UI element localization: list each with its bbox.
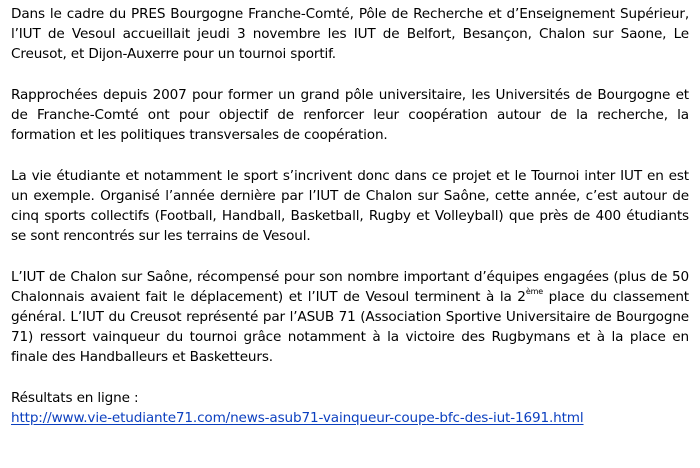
results-link[interactable]: http://www.vie-etudiante71.com/news-asub71-vainqueur-coupe-bfc-des-iut-1691.html: [11, 410, 584, 426]
results-label: Résultats en ligne :: [11, 389, 139, 406]
paragraph-results-text-end: place du classement général. L’IUT du Creusot représenté par l’ASUB 71 (Association Sportive Universitaire de Bourgogne 71) ressort vainqueur du tournoi grâce notamment à la victoire des Rugbymans et à la place en finale des Handballeurs et Basketteurs.: [11, 288, 689, 366]
paragraph-results-summary: [11, 267, 689, 368]
paragraph-results-text-start: L’IUT de Chalon sur Saône, récompensé pour son nombre important d’équipes engagées (plus de 50 Chalonnais avaient fait le déplacement) et l’IUT de Vesoul terminent à la 2: [11, 268, 689, 305]
document-body: [11, 4, 689, 428]
paragraph-student-life: La vie étudiante et notamment le sport s’incrivent donc dans ce projet et le Tournoi inter IUT en est un exemple. Organisé l’année dernière par l’IUT de Chalon sur Saône, cette année, c’est autour de cinq sports collectifs (Football, Handball, Basketball, Rugby et Volleyball) que près de 400 étudiants se sont rencontrés sur les terrains de Vesoul.: [11, 167, 689, 245]
ordinal-superscript: ème: [525, 286, 543, 296]
paragraph-intro: Dans le cadre du PRES Bourgogne Franche-Comté, Pôle de Recherche et d’Enseignement Supérieur, l’IUT de Vesoul accueillait jeudi 3 novembre les IUT de Belfort, Besançon, Chalon sur Saone, Le Creusot, et Dijon-Auxerre pour un tournoi sportif.: [11, 6, 689, 63]
paragraph-universities: Rapprochées depuis 2007 pour former un grand pôle universitaire, les Universités de Bourgogne et de Franche-Comté ont pour objectif de renforcer leur coopération autour de la recherche, la formation et les politiques transversales de coopération.: [11, 86, 689, 144]
